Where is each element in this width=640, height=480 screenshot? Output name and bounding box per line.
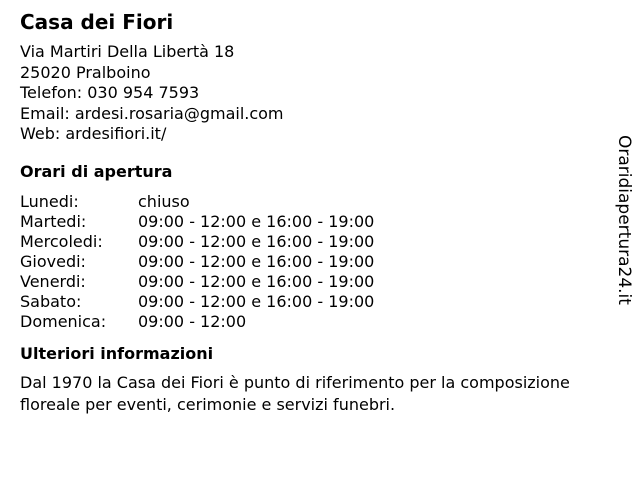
hours-row-mercoledi xyxy=(20,232,610,252)
hours-day: Martedi: xyxy=(20,211,87,231)
site-credit xyxy=(612,135,636,310)
business-name: Casa dei Fiori xyxy=(20,10,174,34)
info-text: Dal 1970 la Casa dei Fiori è punto di riferimento per la composizione floreale per eventi, cerimonie e servizi funebri. xyxy=(20,372,570,414)
hours-row-domenica xyxy=(20,312,610,332)
hours-heading: Orari di apertura xyxy=(20,161,173,181)
hours-time: 09:00 - 12:00 e 16:00 - 19:00 xyxy=(138,211,375,231)
contact-block xyxy=(20,42,610,145)
hours-row-martedi xyxy=(20,212,610,232)
hours-time: 09:00 - 12:00 e 16:00 - 19:00 xyxy=(138,251,375,271)
email-line: Email: ardesi.rosaria@gmail.com xyxy=(20,103,284,123)
hours-day: Giovedi: xyxy=(20,251,86,271)
hours-day: Mercoledi: xyxy=(20,231,103,251)
hours-time: 09:00 - 12:00 xyxy=(138,311,247,331)
hours-time: chiuso xyxy=(138,191,190,211)
hours-table xyxy=(20,192,610,332)
hours-day: Domenica: xyxy=(20,311,107,331)
address-city: 25020 Pralboino xyxy=(20,62,151,82)
web-line: Web: ardesifiori.it/ xyxy=(20,124,167,143)
site-credit-text: Oraridiapertura24.it xyxy=(614,135,634,305)
business-card xyxy=(20,10,610,416)
hours-row-sabato xyxy=(20,292,610,312)
hours-time: 09:00 - 12:00 e 16:00 - 19:00 xyxy=(138,291,375,311)
hours-day: Sabato: xyxy=(20,291,82,311)
phone-line: Telefon: 030 954 7593 xyxy=(20,83,200,102)
hours-time: 09:00 - 12:00 e 16:00 - 19:00 xyxy=(138,231,375,251)
hours-row-lunedi xyxy=(20,192,610,212)
hours-day: Venerdi: xyxy=(20,271,86,291)
hours-day: Lunedi: xyxy=(20,191,79,211)
address-street: Via Martiri Della Libertà 18 xyxy=(20,42,235,61)
hours-row-venerdi xyxy=(20,272,610,292)
hours-row-giovedi xyxy=(20,252,610,272)
hours-time: 09:00 - 12:00 e 16:00 - 19:00 xyxy=(138,271,375,291)
info-heading: Ulteriori informazioni xyxy=(20,343,214,363)
